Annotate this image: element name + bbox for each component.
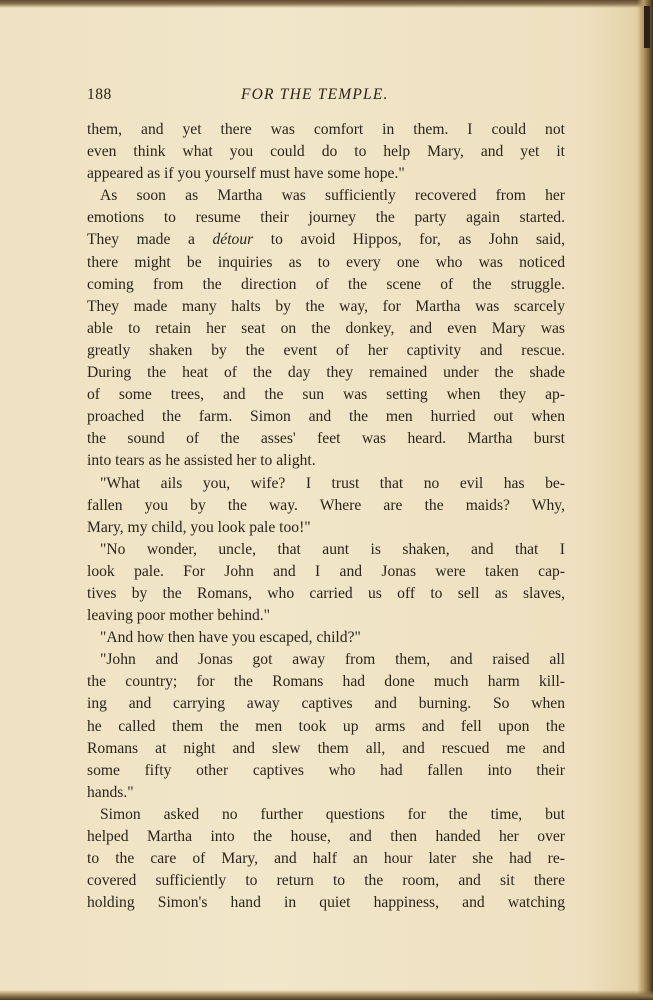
- text-line: "No wonder, uncle, that aunt is shaken, and that I: [100, 540, 565, 558]
- text-line: During the heat of the day they remained under the shade: [87, 364, 565, 382]
- text-line: greatly shaken by the event of her captivity and rescue.: [87, 341, 565, 359]
- binding-mark: [644, 6, 650, 48]
- text-line: They made many halts by the way, for Martha was scarcely: [87, 297, 565, 315]
- text-line: there might be inquiries as to every one who was noticed: [87, 253, 565, 271]
- text-line: holding Simon's hand in quiet happiness, and watching: [87, 894, 565, 912]
- text-line: Romans at night and slew them all, and rescued me and: [87, 739, 565, 757]
- text-line: helped Martha into the house, and then handed her over: [87, 828, 565, 845]
- text-line: able to retain her seat on the donkey, and even Mary was: [87, 319, 565, 337]
- text-line: tives by the Romans, who carried us off to sell as slaves,: [87, 584, 565, 602]
- text-line: the country; for the Romans had done much harm kill-: [87, 673, 565, 691]
- text-line: he called them the men took up arms and fell upon the: [87, 717, 565, 735]
- text-line: them, and yet there was comfort in them. I could not: [87, 121, 565, 138]
- text-line: to the care of Mary, and half an hour later she had re-: [87, 850, 565, 868]
- body-text: [87, 119, 565, 914]
- text-line: They made a détour to avoid Hippos, for, as John said,: [87, 231, 565, 249]
- text-line: proached the farm. Simon and the men hurried out when: [87, 408, 565, 426]
- text-line: Mary, my child, you look pale too!": [87, 518, 311, 536]
- text-line: fallen you by the way. Where are the maids? Why,: [87, 496, 565, 514]
- text-line: As soon as Martha was sufficiently recovered from her: [100, 187, 565, 205]
- running-title: FOR THE TEMPLE.: [241, 86, 389, 103]
- text-line: into tears as he assisted her to alight.: [87, 452, 316, 470]
- text-line: appeared as if you yourself must have some hope.": [87, 165, 405, 183]
- bottom-page-shadow: [0, 990, 653, 1000]
- text-line: some fifty other captives who had fallen into their: [87, 761, 565, 779]
- text-line: look pale. For John and I and Jonas were taken cap-: [87, 562, 565, 580]
- text-line: ing and carrying away captives and burning. So when: [87, 695, 565, 713]
- text-line: "John and Jonas got away from them, and raised all: [100, 651, 565, 669]
- page-edge-shadow: [637, 0, 653, 1000]
- text-line: emotions to resume their journey the party again started.: [87, 209, 565, 227]
- text-line: leaving poor mother behind.": [87, 607, 271, 625]
- text-line: hands.": [87, 783, 134, 801]
- running-head: [87, 86, 565, 108]
- top-page-shadow: [0, 0, 653, 8]
- text-line: even think what you could do to help Mary, and yet it: [87, 143, 565, 161]
- text-line: Simon asked no further questions for the time, but: [100, 805, 565, 823]
- text-line: "And how then have you escaped, child?": [100, 629, 361, 647]
- text-line: of some trees, and the sun was setting when they ap-: [87, 386, 565, 404]
- text-line: covered sufficiently to return to the room, and sit there: [87, 872, 565, 890]
- italic-word: détour: [212, 231, 254, 249]
- page-number: 188: [87, 86, 112, 103]
- text-line: coming from the direction of the scene of the struggle.: [87, 275, 565, 293]
- text-line: the sound of the asses' feet was heard. Martha burst: [87, 430, 565, 448]
- text-line: "What ails you, wife? I trust that no evil has be-: [100, 474, 565, 492]
